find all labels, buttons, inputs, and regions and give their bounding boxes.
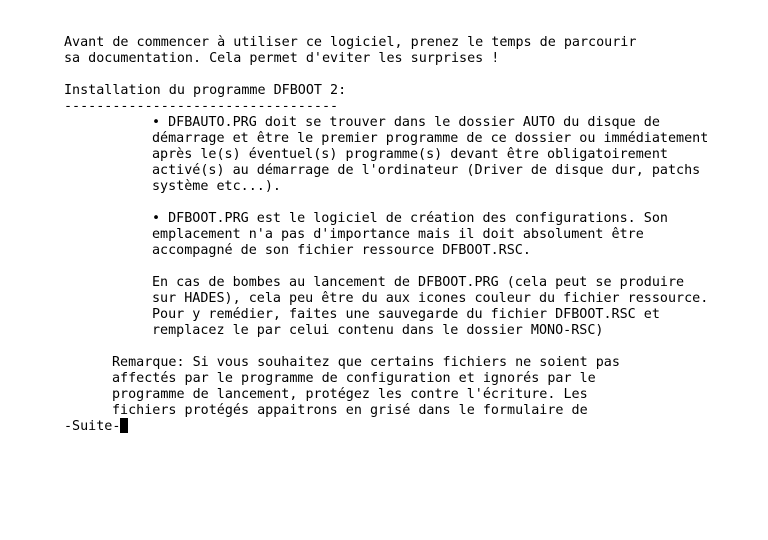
doc-line: emplacement n'a pas d'importance mais il doit absolument être xyxy=(152,227,644,242)
doc-line: fichiers protégés appaitrons en grisé dans le formulaire de xyxy=(112,403,588,418)
doc-line: Pour y remédier, faites une sauvegarde du fichier DFBOOT.RSC et xyxy=(152,307,660,322)
text-cursor xyxy=(120,418,128,433)
doc-line: accompagné de son fichier ressource DFBOOT.RSC. xyxy=(152,243,531,258)
doc-line: Remarque: Si vous souhaitez que certains fichiers ne soient pas xyxy=(112,355,620,370)
doc-line: • DFBOOT.PRG est le logiciel de création des configurations. Son xyxy=(152,211,668,226)
heading-underline: ---------------------------------- xyxy=(64,99,339,114)
doc-line: • DFBAUTO.PRG doit se trouver dans le dossier AUTO du disque de xyxy=(152,115,660,130)
doc-line: sur HADES), cela peu être du aux icones couleur du fichier ressource. xyxy=(152,291,709,306)
doc-line: remplacez le par celui contenu dans le dossier MONO-RSC) xyxy=(152,323,604,338)
doc-line: sa documentation. Cela permet d'eviter les surprises ! xyxy=(64,51,500,66)
doc-line: programme de lancement, protégez les contre l'écriture. Les xyxy=(112,387,588,402)
doc-line: démarrage et être le premier programme de ce dossier ou immédiatement xyxy=(152,131,709,146)
more-prompt[interactable]: -Suite- xyxy=(64,419,121,434)
doc-line: En cas de bombes au lancement de DFBOOT.PRG (cela peut se produire xyxy=(152,275,685,290)
section-heading: Installation du programme DFBOOT 2: xyxy=(64,83,347,98)
doc-line: Avant de commencer à utiliser ce logiciel, prenez le temps de parcourir xyxy=(64,35,637,50)
doc-line: système etc...). xyxy=(152,179,281,194)
doc-line: après le(s) éventuel(s) programme(s) devant être obligatoirement xyxy=(152,147,668,162)
doc-line: activé(s) au démarrage de l'ordinateur (Driver de disque dur, patchs xyxy=(152,163,701,178)
doc-line: affectés par le programme de configuration et ignorés par le xyxy=(112,371,596,386)
